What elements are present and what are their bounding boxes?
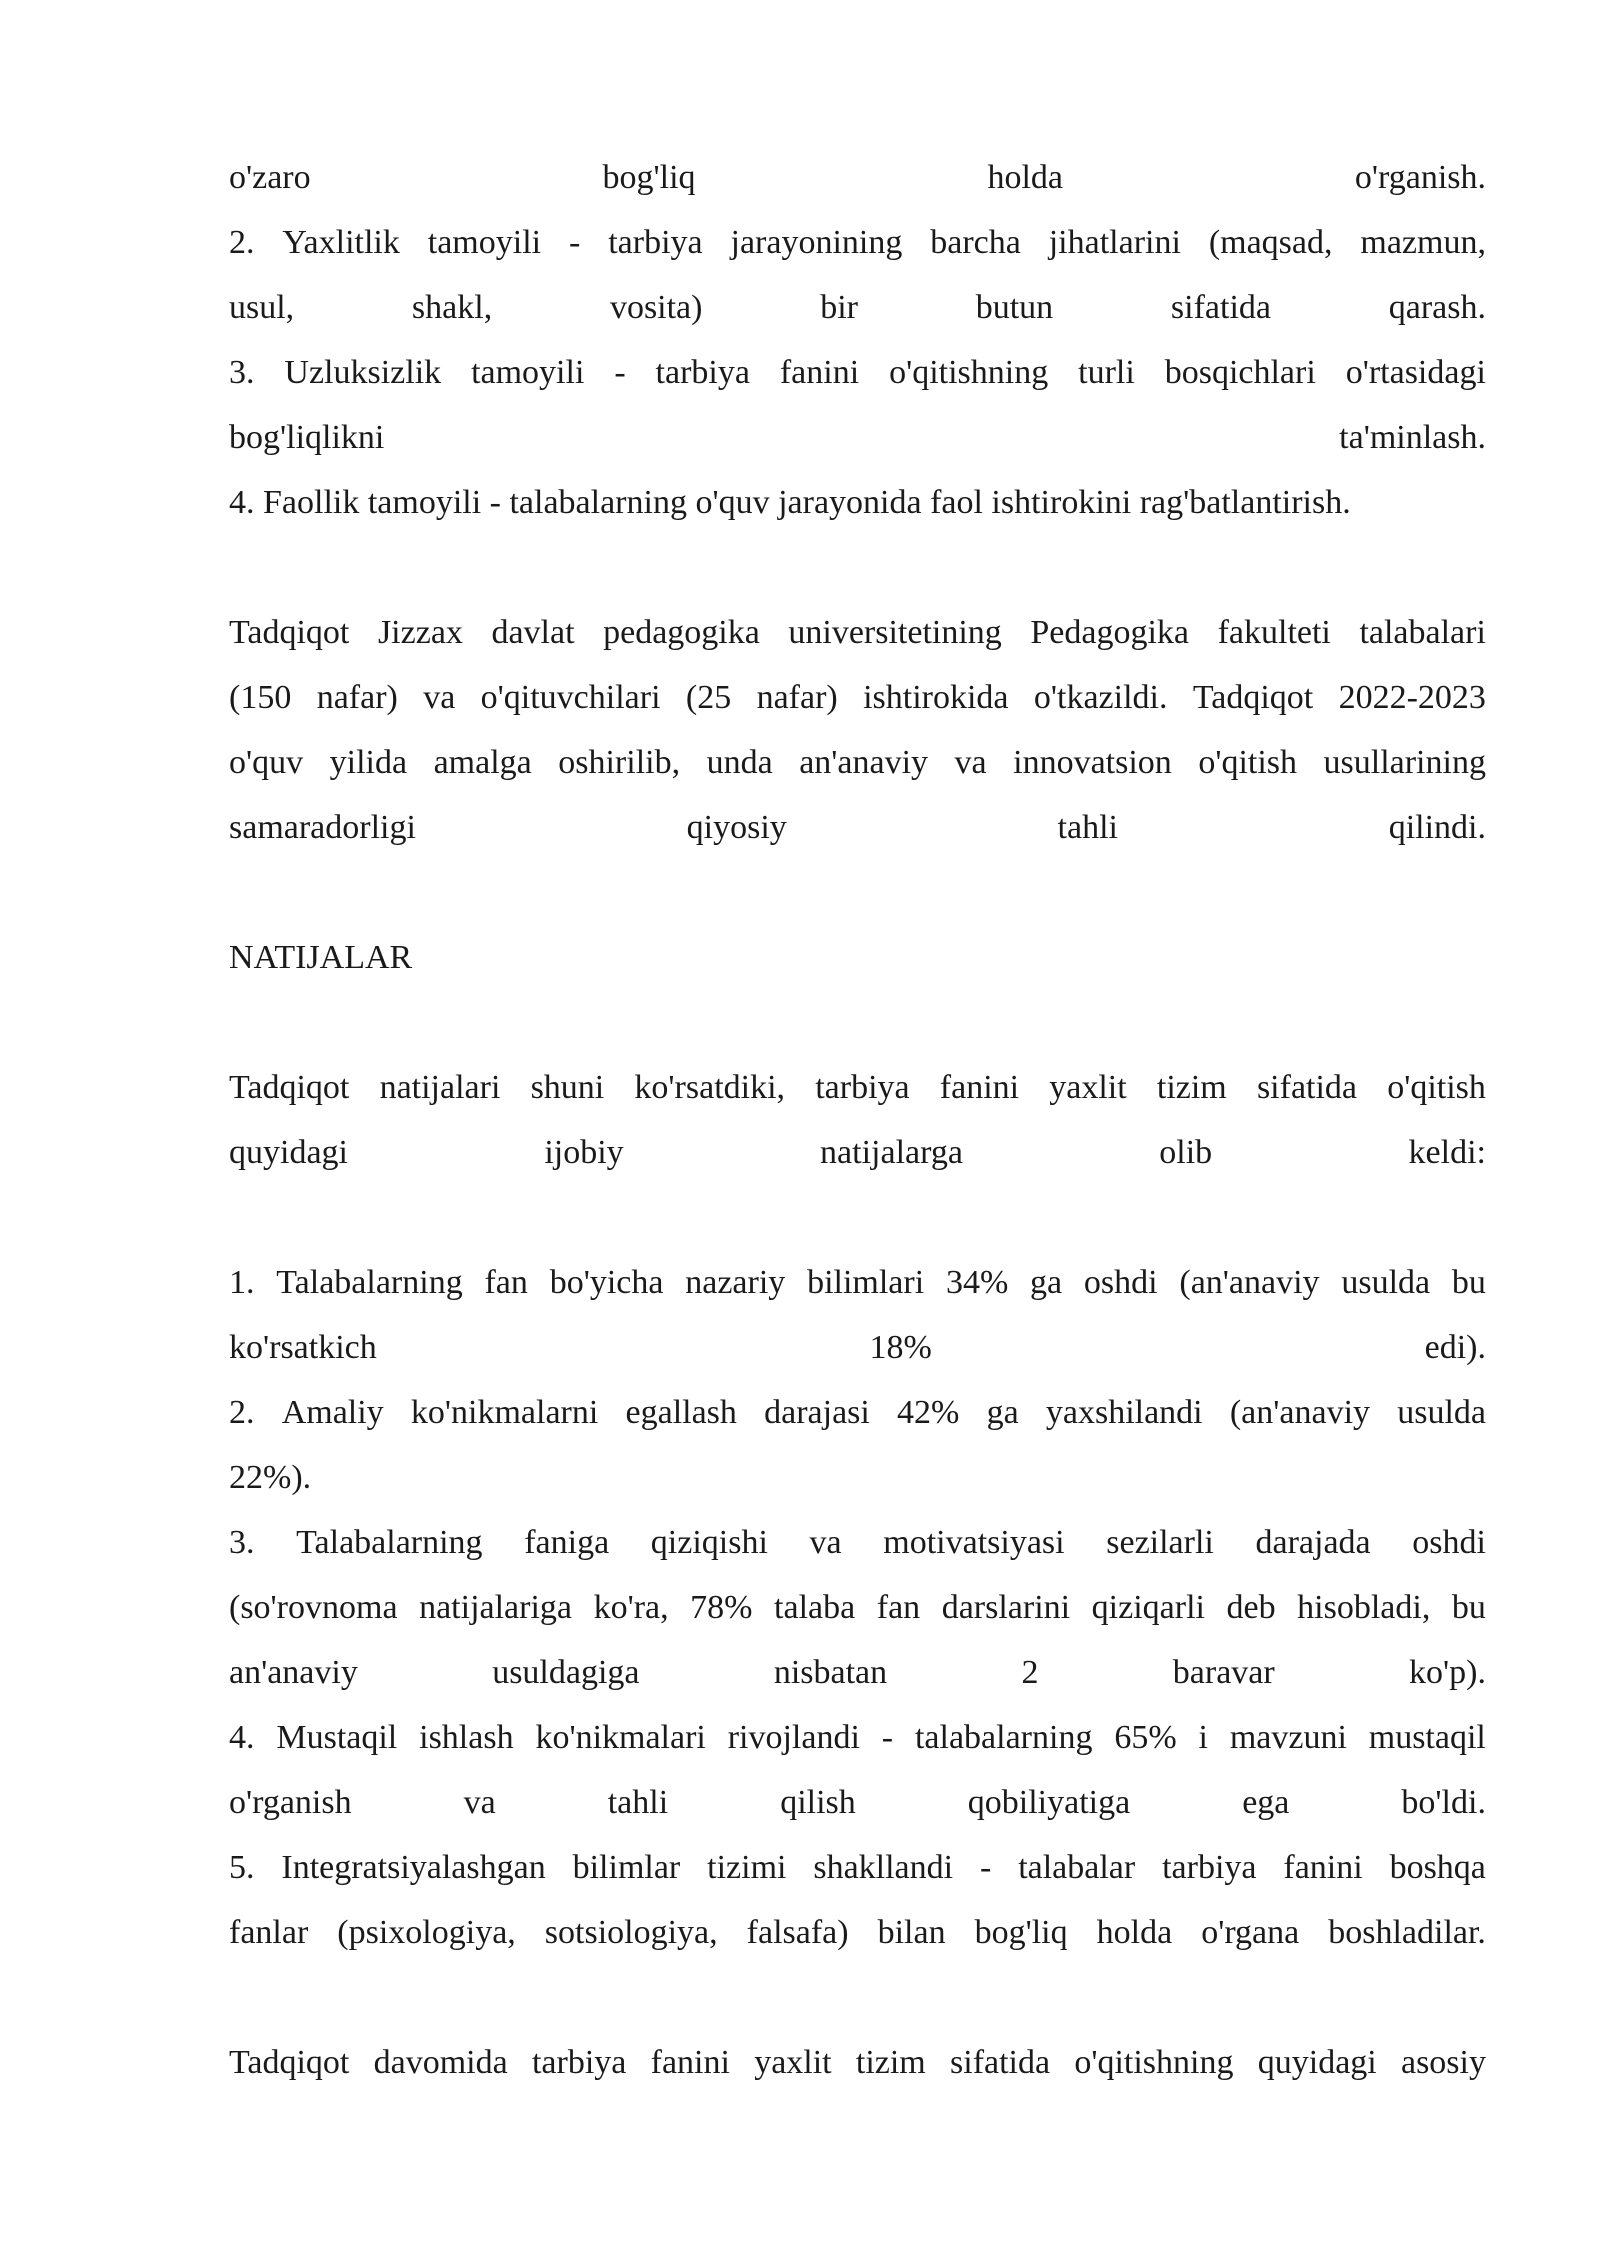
word: darajasi	[764, 1394, 870, 1431]
word: qilish	[780, 1784, 856, 1821]
word: holda	[1096, 1914, 1173, 1951]
word: universitetining	[788, 614, 1002, 651]
paragraph-gap	[229, 1970, 1486, 2035]
text-line	[229, 1125, 1486, 1190]
word: tizimi	[707, 1849, 787, 1886]
word: nafar)	[316, 679, 398, 716]
word: 34%	[945, 1264, 1009, 1301]
text-line	[229, 345, 1486, 410]
word: mazmun,	[1360, 224, 1486, 261]
word: talabalar	[1018, 1849, 1136, 1886]
word: Jizzax	[377, 614, 463, 651]
word: olib	[1159, 1134, 1213, 1171]
word: bog'liqlikni	[229, 419, 385, 456]
word: falsafa)	[746, 1914, 849, 1951]
word: jihatlarini	[1048, 224, 1181, 261]
word: yaxshilandi	[1045, 1394, 1203, 1431]
word: edi).	[1424, 1329, 1486, 1366]
word: ishtirokida	[863, 679, 1009, 716]
word: bilimlari	[807, 1264, 925, 1301]
word: ga	[1030, 1264, 1063, 1301]
word: Pedagogika	[1030, 614, 1190, 651]
word: egallash	[625, 1394, 737, 1431]
word: tamoyili	[427, 224, 542, 261]
word: samaradorligi	[229, 809, 416, 846]
word: fanini	[779, 354, 860, 391]
word: bog'liq	[974, 1914, 1068, 1951]
word: ko'nikmalarni	[410, 1394, 599, 1431]
text-line	[229, 605, 1486, 670]
word: baravar	[1172, 1654, 1275, 1691]
word: (so'rovnoma	[229, 1589, 398, 1626]
word: tamoyili	[471, 354, 585, 391]
word: shuni	[530, 1069, 605, 1106]
word: 1.	[229, 1264, 255, 1301]
word: va	[463, 1784, 496, 1821]
word: boshqa	[1389, 1849, 1486, 1886]
word: motivatsiyasi	[883, 1524, 1065, 1561]
word: nazariy	[685, 1264, 786, 1301]
word: tizim	[855, 2044, 926, 2081]
word: amalga	[433, 744, 532, 781]
word: usullarining	[1323, 744, 1486, 781]
text-line	[229, 1385, 1486, 1450]
word: -	[614, 354, 626, 391]
word: o'rtasidagi	[1345, 354, 1486, 391]
word: 3.	[229, 354, 255, 391]
word: va	[423, 679, 456, 716]
word: fanlar	[229, 1914, 309, 1951]
word: vosita)	[609, 289, 703, 326]
word: ko'nikmalari	[535, 1719, 706, 1756]
text-line	[229, 1775, 1486, 1840]
word: 42%	[897, 1394, 960, 1431]
word: qobiliyatiga	[967, 1784, 1131, 1821]
text-line	[229, 800, 1486, 865]
word: ko'rsatkich	[229, 1329, 377, 1366]
word: Talabalarning	[276, 1264, 463, 1301]
word: Uzluksizlik	[284, 354, 442, 391]
word: usuldagiga	[492, 1654, 640, 1691]
word: tarbiya	[655, 354, 750, 391]
text-line	[229, 215, 1486, 280]
word: jarayonining	[730, 224, 903, 261]
word: bosqichlari	[1164, 354, 1316, 391]
word: tarbiya	[1162, 1849, 1257, 1886]
word: (an'anaviy	[1229, 1394, 1371, 1431]
word: (25	[685, 679, 732, 716]
text-line	[229, 735, 1486, 800]
word: o'rganish	[229, 1784, 352, 1821]
word: boshladilar.	[1328, 1914, 1486, 1951]
word: fanini	[939, 1069, 1020, 1106]
word: an'anaviy	[799, 744, 929, 781]
word: sifatida	[950, 2044, 1051, 2081]
word: ishlash	[419, 1719, 514, 1756]
word: quyidagi	[1257, 2044, 1377, 2081]
word: usul,	[229, 289, 295, 326]
word: 2022-2023	[1338, 679, 1486, 716]
text-line	[229, 1905, 1486, 1970]
word: o'tkazildi.	[1033, 679, 1168, 716]
word: qiziqarli	[1091, 1589, 1205, 1626]
word: qilindi.	[1388, 809, 1486, 846]
text-line: 4. Faollik tamoyili - talabalarning o'quv jarayonida faol ishtirokini rag'batlantirish.	[229, 484, 1351, 521]
word: Amaliy	[281, 1394, 384, 1431]
text-line	[229, 150, 1486, 215]
word: o'qituvchilari	[480, 679, 661, 716]
word: talaba	[774, 1589, 856, 1626]
word: ta'minlash.	[1339, 419, 1486, 456]
word: tarbiya	[815, 1069, 910, 1106]
text-line	[229, 1710, 1486, 1775]
word: barcha	[930, 224, 1021, 261]
word: bu	[1451, 1589, 1486, 1626]
word: oshirilib,	[558, 744, 681, 781]
word: ega	[1242, 1784, 1290, 1821]
word: yaxlit	[1049, 1069, 1127, 1106]
word: davomida	[373, 2044, 508, 2081]
text-line	[229, 2035, 1486, 2100]
word: darslarini	[941, 1589, 1071, 1626]
word: tarbiya	[608, 224, 703, 261]
word: mustaqil	[1368, 1719, 1486, 1756]
word: 65%	[1114, 1719, 1177, 1756]
word: faniga	[524, 1524, 610, 1561]
word: -	[568, 224, 581, 261]
word: mavzuni	[1229, 1719, 1347, 1756]
word: Talabalarning	[296, 1524, 483, 1561]
word: Tadqiqot	[1192, 679, 1314, 716]
word: shakl,	[411, 289, 493, 326]
word: ko'p).	[1409, 1654, 1486, 1691]
text-line	[229, 1515, 1486, 1580]
word: fan	[484, 1264, 528, 1301]
word: asosiy	[1400, 2044, 1486, 2081]
word: o'qitish	[1198, 744, 1298, 781]
text-line	[229, 670, 1486, 735]
word: nafar)	[756, 679, 838, 716]
word: tizim	[1156, 1069, 1227, 1106]
word: fanini	[650, 2044, 730, 2081]
word: bo'yicha	[549, 1264, 664, 1301]
section-heading: NATIJALAR	[229, 939, 413, 976]
word: 4.	[229, 1719, 255, 1756]
word: o'zaro	[229, 159, 311, 196]
word: qarash.	[1388, 289, 1486, 326]
text-line	[229, 1060, 1486, 1125]
word: pedagogika	[603, 614, 760, 651]
word: 5.	[229, 1849, 255, 1886]
paragraph-gap	[229, 995, 1486, 1060]
text-line	[229, 1580, 1486, 1645]
word: keldi:	[1408, 1134, 1486, 1171]
word: deb	[1226, 1589, 1276, 1626]
word: sezilarli	[1106, 1524, 1214, 1561]
word: 3.	[229, 1524, 255, 1561]
word: yilida	[329, 744, 408, 781]
word: fanini	[1283, 1849, 1363, 1886]
word: o'quv	[229, 744, 304, 781]
word: tahli	[607, 1784, 669, 1821]
word: fan	[876, 1589, 921, 1626]
text-line	[229, 280, 1486, 345]
word: (maqsad,	[1208, 224, 1333, 261]
word: bo'ldi.	[1401, 1784, 1486, 1821]
word: o'qitishning	[889, 354, 1049, 391]
word: quyidagi	[229, 1134, 348, 1171]
word: sifatida	[1170, 289, 1271, 326]
word: o'rgana	[1201, 1914, 1300, 1951]
paragraph-gap	[229, 1190, 1486, 1255]
word: natijalari	[379, 1069, 501, 1106]
word: tahli	[1057, 809, 1118, 846]
word: yaxlit	[754, 2044, 832, 2081]
word: bir	[820, 289, 858, 326]
word: o'qitishning	[1074, 2044, 1234, 2081]
word: davlat	[491, 614, 575, 651]
text-line	[229, 1255, 1486, 1320]
word: holda	[987, 159, 1063, 196]
text-line	[229, 1645, 1486, 1710]
word: ko'rsatdiki,	[634, 1069, 786, 1106]
word: hisobladi,	[1297, 1589, 1431, 1626]
word: bilimlar	[572, 1849, 681, 1886]
word: Tadqiqot	[229, 614, 350, 651]
word: butun	[975, 289, 1054, 326]
word: natijalariga	[419, 1589, 573, 1626]
word: Tadqiqot	[229, 2044, 350, 2081]
word: qiyosiy	[686, 809, 787, 846]
word: Yaxlitlik	[282, 224, 400, 261]
word: 78%	[690, 1589, 753, 1626]
word: i	[1198, 1719, 1208, 1756]
word: tarbiya	[531, 2044, 627, 2081]
word: o'qitish	[1387, 1069, 1486, 1106]
document-page	[229, 150, 1486, 2100]
word: bu	[1451, 1264, 1486, 1301]
word: Integratsiyalashgan	[281, 1849, 546, 1886]
word: ijobiy	[544, 1134, 624, 1171]
word: (psixologiya,	[337, 1914, 516, 1951]
word: darajada	[1255, 1524, 1371, 1561]
word: sifatida	[1256, 1069, 1358, 1106]
text-line	[229, 1320, 1486, 1385]
word: natijalarga	[820, 1134, 963, 1171]
word: 2.	[229, 1394, 255, 1431]
word: -	[979, 1849, 992, 1886]
word: shakllandi	[813, 1849, 954, 1886]
word: 18%	[869, 1329, 932, 1366]
word: innovatsion	[1013, 744, 1172, 781]
word: (an'anaviy	[1179, 1264, 1320, 1301]
word: oshdi	[1412, 1524, 1486, 1561]
word: va	[809, 1524, 842, 1561]
word: Tadqiqot	[229, 1069, 350, 1106]
word: fakulteti	[1217, 614, 1331, 651]
word: o'rganish.	[1354, 159, 1486, 196]
word: bilan	[877, 1914, 946, 1951]
word: an'anaviy	[229, 1654, 358, 1691]
word: qiziqishi	[650, 1524, 768, 1561]
word: rivojlandi	[727, 1719, 860, 1756]
word: talabalari	[1359, 614, 1486, 651]
word: usulda	[1341, 1264, 1431, 1301]
word: usulda	[1397, 1394, 1486, 1431]
word: unda	[706, 744, 773, 781]
text-line	[229, 1840, 1486, 1905]
word: ko'ra,	[593, 1589, 669, 1626]
word: 2	[1021, 1654, 1039, 1691]
word: oshdi	[1083, 1264, 1158, 1301]
word: turli	[1078, 354, 1135, 391]
word: bog'liq	[602, 159, 696, 196]
word: talabalarning	[914, 1719, 1093, 1756]
text-line: 22%).	[229, 1459, 312, 1496]
text-line	[229, 410, 1486, 475]
word: (150	[229, 679, 292, 716]
paragraph-gap	[229, 865, 1486, 930]
word: Mustaqil	[276, 1719, 398, 1756]
word: sotsiologiya,	[544, 1914, 718, 1951]
word: va	[954, 744, 987, 781]
word: 2.	[229, 224, 255, 261]
word: nisbatan	[773, 1654, 888, 1691]
paragraph-gap	[229, 540, 1486, 605]
word: -	[881, 1719, 894, 1756]
word: ga	[986, 1394, 1019, 1431]
